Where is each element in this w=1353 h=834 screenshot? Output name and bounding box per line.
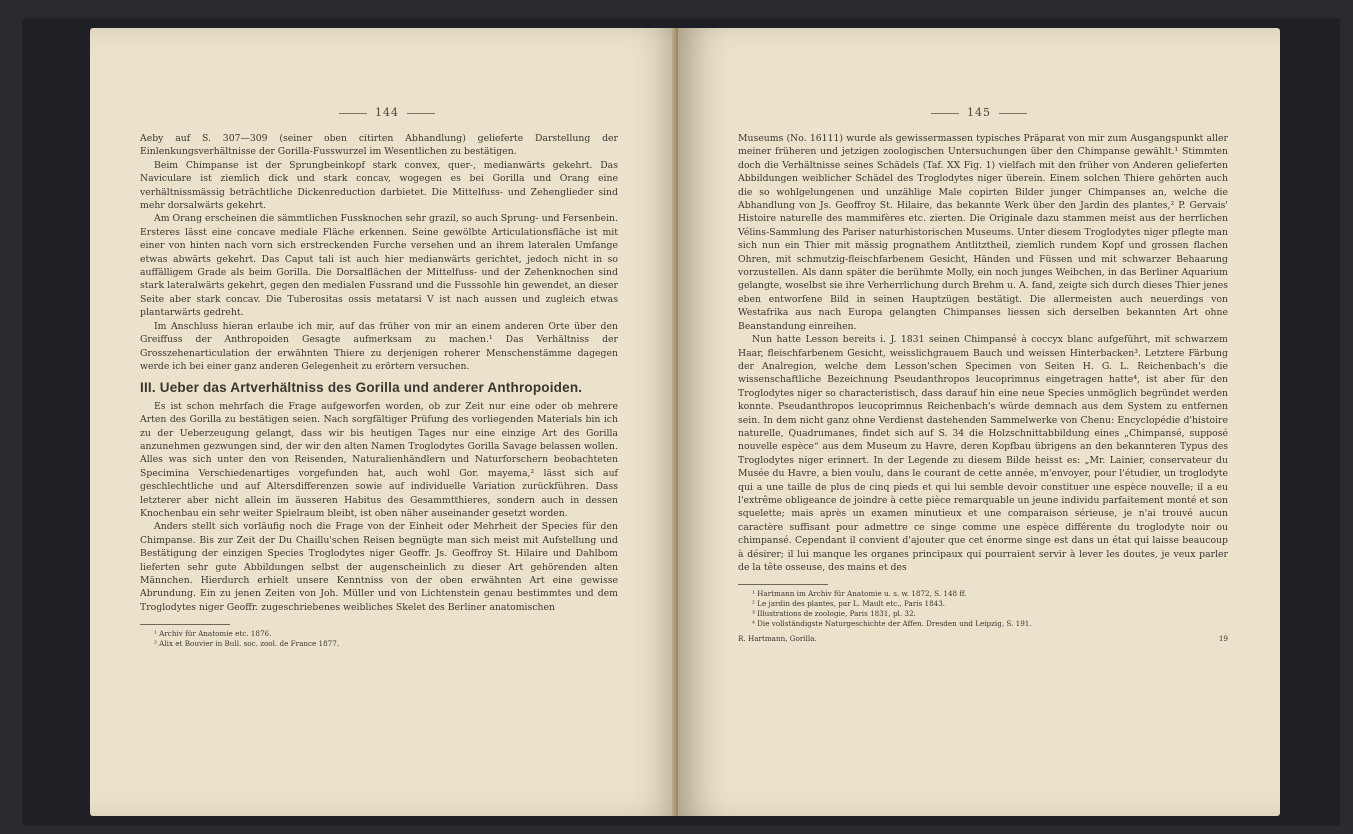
- footnote: ² Le jardin des plantes, par L. Mault etc., Paris 1843.: [752, 599, 946, 609]
- footnote-rule: [738, 584, 828, 585]
- footnote: ¹ Hartmann im Archiv für Anatomie u. s. w. 1872, S. 148 ff.: [752, 589, 967, 599]
- footnote: ⁴ Die vollständigste Naturgeschichte der Affen. Dresden und Leipzig, S. 191.: [752, 619, 1032, 629]
- page-number-right: 145: [678, 106, 1280, 119]
- footnote: ² Alix et Bouvier in Bull. soc. zool. de France 1877.: [154, 639, 340, 649]
- sheet-number: 19: [1218, 634, 1228, 644]
- signature-line: [738, 632, 1228, 645]
- left-page-body: [140, 132, 618, 649]
- paragraph: Anders stellt sich vorläufig noch die Frage von der Einheit oder Mehrheit der Species für den Chimpanse. Bis zur Zeit der Du Chaillu'schen Reisen begnügte man sich meist mit Aufstellung und Bestätigung der einzigen Species Troglodytes niger Geoffr. Js. Geoffroy St. Hilaire und Dahlbom lieferten sehr gute Abbildungen selbst der augenscheinlich zu dieser Art gehörenden alten Männchen. Hierdurch erhielt unsere Kenntniss von der oben erwähnten Art eine gewisse Abrundung. Ein zu jenen Zeiten von Joh. Müller und von Lichtenstein genau bestimmtes und dem Troglodytes niger Geoffr. zugeschriebenes weibliches Skelet des Berliner anatomischen: [140, 521, 618, 613]
- right-page-body: [738, 132, 1228, 646]
- book-spread: [22, 18, 1340, 826]
- footnote: ³ Illustrations de zoologie, Paris 1831, pl. 32.: [752, 609, 916, 619]
- paragraph: Nun hatte Lesson bereits i. J. 1831 seinen Chimpansé à coccyx blanc aufgeführt, mit schwarzem Haar, fleischfarbenem Gesicht, weisslichgrauem Bauch und weissen Hinterbacken³. Letztere Färbung der Analregion, welche dem Lesson'schen Specimen von Seiten H. G. L. Reichenbach's die wissenschaftliche Bezeichnung Pseudanthropos leucoprimnus eingetragen hatte⁴, ist aber für den Troglodytes niger so characteristisch, dass darauf hin eine neue Species unmöglich begründet werden konnte. Pseudanthropos leucoprimnus Reichenbach's würde demnach aus dem System zu entfernen sein. In dem nicht ganz ohne Verdienst dastehenden Sammelwerke von Chenu: Encyclopédie d'histoire naturelle, Quadrumanes, findet sich auf S. 34 die Holzschnittabbildung eines „Chimpansé, supposé nouvelle espèce“ aus dem Museum zu Havre, deren Kopfbau übrigens an den bekannteren Typus des Troglodytes niger erinnert. In der Legende zu diesem Bilde heisst es: „Mr. Lainier, conservateur du Musée du Havre, a bien voulu, dans le courant de cette année, m'envoyer, pour l'étudier, un troglodyte qui a une taille de plus de cinq pieds et qui lui semble devoir constituer une espèce nouvelle; il a eu l'extrême obligeance de joindre à cette pièce remarquable un jeune individu parfaitement monté et son squelette; mais après un examen minutieux et une comparaison sérieuse, je n'ai trouvé aucun caractère suffisant pour admettre ce singe comme une espèce différente du troglodyte noir ou chimpansé. Cependant il convient d'ajouter que cet énorme singe est dans un état qui laisse beaucoup à désirer; il lui manque les organes principaux qui pourraient servir à lever les doutes, je veux parler de la tête osseuse, des mains et des: [738, 334, 1228, 573]
- page-number-left: 144: [90, 106, 684, 119]
- paragraph: Es ist schon mehrfach die Frage aufgeworfen worden, ob zur Zeit nur eine oder ob mehrere Arten des Gorilla zu bestätigen seien. Nach sorgfältiger Prüfung des vorliegenden Materials bin ich zu der Ueberzeugung gelangt, dass wir bis heutigen Tages nur eine einzige Art des Gorilla anzunehmen gezwungen sind, der wir den alten Namen Troglodytes Gorilla Savage belassen wollen. Alles was sich unter den von Reisenden, Naturalienhändlern und Naturforschern beobachteten Specimina Verschiedenartiges vorgefunden hat, auch wohl Gor. mayema,² lässt sich auf geschlechtliche und auf Altersdifferenzen sowie auf individuelle Variation zurückführen. Dass letzterer aber nicht allein im äusseren Habitus des Gesammtthieres, sondern auch in dessen Knochenbau ein sehr weiter Spielraum bleibt, ist oben näher auseinander gesetzt worden.: [140, 400, 618, 519]
- paragraph: Am Orang erscheinen die sämmtlichen Fussknochen sehr grazil, so auch Sprung- und Fersenbein. Ersteres lässt eine concave mediale Fläche erkennen. Seine gewölbte Articulationsfläche ist mit einer von hinten nach vorn sich erstreckenden Furche versehen und an ihrem lateralen Umfange etwas abwärts gekehrt. Das Caput tali ist auch hier medianwärts gerichtet, jedoch nicht in so auffälligem Grade als beim Gorilla. Die Dorsalflächen der Mittelfuss- und der Zehenknochen sind stark lateralwärts gekehrt, gegen den medialen Fussrand und die Fusssohle hin gewendet, an dieser Seite aber stark concav. Die Tuberositas ossis metatarsi V ist nach aussen und zugleich etwas plantarwärts gedreht.: [140, 213, 618, 319]
- section-heading: III. Ueber das Artverhältniss des Gorilla und anderer Anthropoiden.: [140, 380, 583, 396]
- footnote: ¹ Archiv für Anatomie etc. 1876.: [154, 629, 272, 639]
- paragraph: Museums (No. 16111) wurde als gewissermassen typisches Präparat von mir zum Ausgangspunkt aller meiner früheren und jetzigen zoologischen Untersuchungen über den Chimpanse gewählt.¹ Stimmten doch die Verhältnisse seines Schädels (Taf. XX Fig. 1) vielfach mit den früher von Anderen gelieferten Abbildungen weiblicher Schädel des Troglodytes niger überein. Einem solchen Thiere gehörten auch die so wohlgelungenen und unzählige Male copirten Bilder junger Chimpanses an, welche die Abhandlung von Js. Geoffroy St. Hilaire, das bekannte Werk über den Jardin des plantes,² P. Gervais' Histoire naturelle des mammifères etc. zierten. Die Originale dazu stammen meist aus der herrlichen Vélins-Sammlung des Pariser naturhistorischen Museums. Unter diesem Troglodytes niger pflegte man sich nun ein Thier mit mässig prognathem Antlitztheil, ziemlich rundem Kopf und grossen flachen Ohren, mit schmutzig-fleischfarbenem Gesicht, Händen und Füssen und mit schwarzer Behaarung vorzustellen. Als dann später die berühmte Molly, ein noch junges Weibchen, in das Berliner Aquarium gelangte, woselbst sie ihre Verherrlichung durch Brehm u. A. fand, zeigte sich durch dieses Thier jenes eben entworfene Bild in seinen Hauptzügen bestätigt. Die allermeisten auch neuerdings von Westafrika aus nach Europa gelangten Chimpanses liessen sich derselben bekannten Art ohne Beanstandung einreihen.: [738, 133, 1228, 332]
- footnote-rule: [140, 624, 230, 625]
- left-page: [90, 28, 684, 816]
- paragraph: Beim Chimpanse ist der Sprungbeinkopf stark convex, quer-, medianwärts gekehrt. Das Naviculare ist ziemlich dick und stark concav, wogegen es bei Gorilla und Orang eine verhältnissmässig beträchtliche Dickenreduction darbietet. Die Mittelfuss- und Zehenglieder sind mehr dorsalwärts gekehrt.: [140, 159, 618, 212]
- signature-text: R. Hartmann, Gorilla.: [738, 634, 817, 644]
- paragraph: Aeby auf S. 307—309 (seiner oben citirten Abhandlung) gelieferte Darstellung der Einlenkungsverhältnisse der Gorilla-Fusswurzel im Wesentlichen zu bestätigen.: [140, 133, 618, 158]
- right-page: [678, 28, 1280, 816]
- paragraph: Im Anschluss hieran erlaube ich mir, auf das früher von mir an einem anderen Orte über den Greiffuss der Anthropoiden Gesagte aufmerksam zu machen.¹ Das Verhältniss der Grosszehenarticulation der erwähnten Thiere zu derjenigen roherer Menschenstämme dagegen werde ich bei einer ganz anderen Gelegenheit zu erörtern versuchen.: [140, 320, 618, 372]
